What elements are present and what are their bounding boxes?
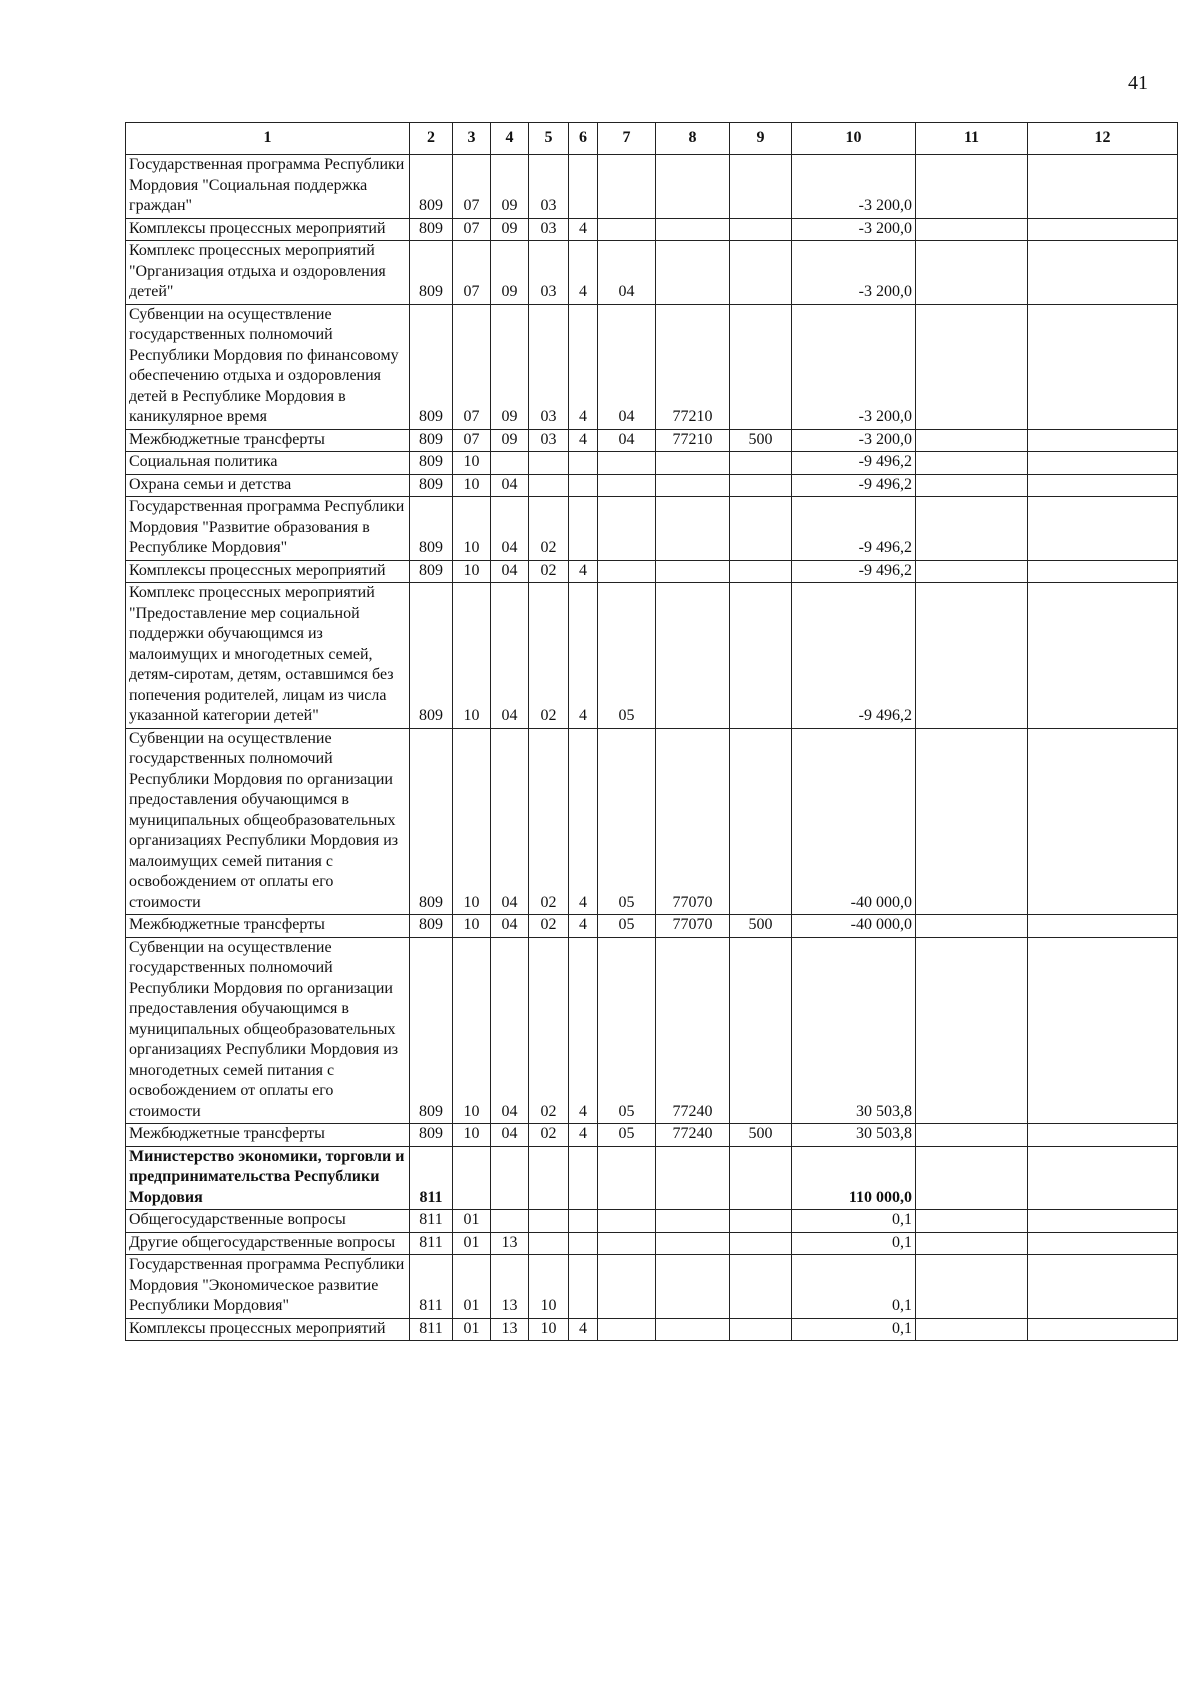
table-row: [126, 241, 1178, 305]
cell-col-2: 809: [410, 497, 453, 561]
cell-col-8: [656, 241, 730, 305]
cell-col-6: [569, 1232, 598, 1255]
row-name-cell: Комплексы процессных мероприятий: [126, 560, 410, 583]
cell-col-9: [730, 218, 792, 241]
cell-col-6: 4: [569, 560, 598, 583]
cell-col-9: 500: [730, 1124, 792, 1147]
row-name-cell: Комплекс процессных мероприятий "Организация отдыха и оздоровления детей": [126, 241, 410, 305]
cell-col-11: [916, 1232, 1028, 1255]
cell-col-3: 10: [453, 583, 491, 729]
cell-col-8: 77210: [656, 304, 730, 429]
cell-col-12: [1028, 1124, 1178, 1147]
cell-col-5: [529, 474, 569, 497]
cell-col-11: [916, 155, 1028, 219]
cell-col-5: 02: [529, 915, 569, 938]
table-row: [126, 155, 1178, 219]
table-row: [126, 1318, 1178, 1341]
cell-col-4: 09: [491, 304, 529, 429]
cell-col-9: [730, 1318, 792, 1341]
column-header-row: [126, 123, 1178, 155]
cell-col-12: [1028, 474, 1178, 497]
cell-col-8: [656, 560, 730, 583]
cell-col-9: 500: [730, 915, 792, 938]
cell-col-4: [491, 452, 529, 475]
row-name-cell: Субвенции на осуществление государственных полномочий Республики Мордовия по организации предоставления обучающимся в муниципальных общеобразовательных организациях Республики Мордовия из многодетных семей питания с освобождением от оплаты его стоимости: [126, 937, 410, 1124]
table-row: [126, 1232, 1178, 1255]
cell-col-7: 05: [598, 915, 656, 938]
row-name-cell: Субвенции на осуществление государственных полномочий Республики Мордовия по организации предоставления обучающимся в муниципальных общеобразовательных организациях Республики Мордовия из малоимущих семей питания с освобождением от оплаты его стоимости: [126, 728, 410, 915]
cell-col-11: [916, 452, 1028, 475]
cell-col-11: [916, 915, 1028, 938]
cell-col-5: 03: [529, 155, 569, 219]
cell-col-6: 4: [569, 937, 598, 1124]
column-header: 7: [598, 123, 656, 155]
cell-col-11: [916, 429, 1028, 452]
cell-col-4: 04: [491, 497, 529, 561]
cell-col-3: 01: [453, 1318, 491, 1341]
cell-col-4: 09: [491, 241, 529, 305]
row-name-cell: Комплексы процессных мероприятий: [126, 218, 410, 241]
cell-col-6: [569, 1210, 598, 1233]
cell-col-12: [1028, 1146, 1178, 1210]
cell-col-6: 4: [569, 429, 598, 452]
cell-col-3: 07: [453, 429, 491, 452]
amount-cell: -40 000,0: [792, 728, 916, 915]
cell-col-5: 02: [529, 1124, 569, 1147]
cell-col-5: 03: [529, 429, 569, 452]
cell-col-4: 04: [491, 474, 529, 497]
table-row: [126, 560, 1178, 583]
cell-col-7: [598, 1255, 656, 1319]
cell-col-5: 02: [529, 937, 569, 1124]
cell-col-11: [916, 474, 1028, 497]
cell-col-11: [916, 304, 1028, 429]
cell-col-11: [916, 728, 1028, 915]
table-row: [126, 304, 1178, 429]
amount-cell: -3 200,0: [792, 155, 916, 219]
cell-col-5: 03: [529, 241, 569, 305]
cell-col-2: 809: [410, 452, 453, 475]
cell-col-8: [656, 1210, 730, 1233]
cell-col-2: 809: [410, 915, 453, 938]
table-row: [126, 474, 1178, 497]
cell-col-12: [1028, 429, 1178, 452]
cell-col-9: [730, 728, 792, 915]
cell-col-6: 4: [569, 1124, 598, 1147]
page-number: 41: [1128, 72, 1148, 94]
cell-col-12: [1028, 304, 1178, 429]
table-body: [126, 155, 1178, 1341]
cell-col-4: 09: [491, 429, 529, 452]
cell-col-8: [656, 1232, 730, 1255]
cell-col-7: 04: [598, 304, 656, 429]
cell-col-11: [916, 937, 1028, 1124]
row-name-cell: Государственная программа Республики Мордовия "Экономическое развитие Республики Мордовия": [126, 1255, 410, 1319]
cell-col-4: [491, 1146, 529, 1210]
cell-col-2: 811: [410, 1210, 453, 1233]
budget-table: [125, 122, 1178, 1341]
cell-col-7: 05: [598, 583, 656, 729]
cell-col-11: [916, 497, 1028, 561]
cell-col-8: 77070: [656, 915, 730, 938]
cell-col-4: 09: [491, 218, 529, 241]
cell-col-8: [656, 497, 730, 561]
cell-col-4: 09: [491, 155, 529, 219]
cell-col-11: [916, 560, 1028, 583]
cell-col-7: [598, 218, 656, 241]
cell-col-3: 01: [453, 1232, 491, 1255]
cell-col-9: [730, 304, 792, 429]
cell-col-6: [569, 474, 598, 497]
cell-col-11: [916, 241, 1028, 305]
cell-col-12: [1028, 583, 1178, 729]
cell-col-6: 4: [569, 1318, 598, 1341]
row-name-cell: Субвенции на осуществление государственных полномочий Республики Мордовия по финансовому обеспечению отдыха и оздоровления детей в Республике Мордовия в каникулярное время: [126, 304, 410, 429]
cell-col-6: 4: [569, 241, 598, 305]
amount-cell: 30 503,8: [792, 1124, 916, 1147]
cell-col-7: [598, 560, 656, 583]
table-row: [126, 1146, 1178, 1210]
cell-col-4: 04: [491, 560, 529, 583]
cell-col-11: [916, 1318, 1028, 1341]
cell-col-3: 10: [453, 1124, 491, 1147]
column-header: 4: [491, 123, 529, 155]
cell-col-8: [656, 474, 730, 497]
cell-col-7: 05: [598, 1124, 656, 1147]
column-header: 10: [792, 123, 916, 155]
table-row: [126, 497, 1178, 561]
table-row: [126, 1210, 1178, 1233]
cell-col-11: [916, 583, 1028, 729]
cell-col-9: [730, 241, 792, 305]
row-name-cell: Общегосударственные вопросы: [126, 1210, 410, 1233]
cell-col-12: [1028, 1318, 1178, 1341]
cell-col-7: 04: [598, 241, 656, 305]
row-name-cell: Комплексы процессных мероприятий: [126, 1318, 410, 1341]
cell-col-9: [730, 155, 792, 219]
cell-col-6: 4: [569, 304, 598, 429]
cell-col-2: 811: [410, 1146, 453, 1210]
cell-col-2: 809: [410, 560, 453, 583]
cell-col-8: [656, 1146, 730, 1210]
column-header: 6: [569, 123, 598, 155]
cell-col-2: 809: [410, 155, 453, 219]
cell-col-4: 04: [491, 937, 529, 1124]
cell-col-5: 02: [529, 560, 569, 583]
cell-col-11: [916, 1255, 1028, 1319]
amount-cell: -3 200,0: [792, 304, 916, 429]
cell-col-4: 04: [491, 1124, 529, 1147]
amount-cell: -9 496,2: [792, 583, 916, 729]
cell-col-11: [916, 218, 1028, 241]
row-name-cell: Министерство экономики, торговли и предпринимательства Республики Мордовия: [126, 1146, 410, 1210]
cell-col-4: 04: [491, 583, 529, 729]
cell-col-2: 809: [410, 304, 453, 429]
cell-col-6: [569, 452, 598, 475]
cell-col-3: 07: [453, 155, 491, 219]
cell-col-6: 4: [569, 583, 598, 729]
table-row: [126, 915, 1178, 938]
cell-col-3: 07: [453, 241, 491, 305]
column-header: 11: [916, 123, 1028, 155]
cell-col-12: [1028, 560, 1178, 583]
cell-col-7: [598, 155, 656, 219]
cell-col-3: 10: [453, 452, 491, 475]
amount-cell: 0,1: [792, 1318, 916, 1341]
cell-col-6: [569, 155, 598, 219]
cell-col-8: [656, 218, 730, 241]
cell-col-7: [598, 1146, 656, 1210]
cell-col-6: 4: [569, 728, 598, 915]
row-name-cell: Государственная программа Республики Мордовия "Развитие образования в Республике Мордовия": [126, 497, 410, 561]
cell-col-7: [598, 1232, 656, 1255]
cell-col-6: 4: [569, 915, 598, 938]
amount-cell: 0,1: [792, 1255, 916, 1319]
cell-col-8: [656, 452, 730, 475]
cell-col-6: [569, 1146, 598, 1210]
cell-col-3: 07: [453, 218, 491, 241]
column-header: 9: [730, 123, 792, 155]
cell-col-6: 4: [569, 218, 598, 241]
cell-col-6: [569, 1255, 598, 1319]
table-row: [126, 218, 1178, 241]
cell-col-9: [730, 452, 792, 475]
cell-col-7: 04: [598, 429, 656, 452]
row-name-cell: Государственная программа Республики Мордовия "Социальная поддержка граждан": [126, 155, 410, 219]
amount-cell: -9 496,2: [792, 560, 916, 583]
amount-cell: 110 000,0: [792, 1146, 916, 1210]
column-header: 1: [126, 123, 410, 155]
cell-col-4: 13: [491, 1255, 529, 1319]
cell-col-7: [598, 474, 656, 497]
cell-col-3: 10: [453, 937, 491, 1124]
cell-col-11: [916, 1210, 1028, 1233]
cell-col-8: 77210: [656, 429, 730, 452]
amount-cell: -3 200,0: [792, 429, 916, 452]
cell-col-12: [1028, 1210, 1178, 1233]
row-name-cell: Социальная политика: [126, 452, 410, 475]
cell-col-5: 10: [529, 1255, 569, 1319]
cell-col-4: [491, 1210, 529, 1233]
cell-col-5: 10: [529, 1318, 569, 1341]
amount-cell: -9 496,2: [792, 452, 916, 475]
amount-cell: -40 000,0: [792, 915, 916, 938]
cell-col-2: 811: [410, 1232, 453, 1255]
cell-col-12: [1028, 218, 1178, 241]
table-row: [126, 1124, 1178, 1147]
cell-col-2: 809: [410, 728, 453, 915]
cell-col-2: 811: [410, 1318, 453, 1341]
table-row: [126, 728, 1178, 915]
cell-col-9: [730, 1210, 792, 1233]
cell-col-2: 809: [410, 218, 453, 241]
cell-col-5: 02: [529, 497, 569, 561]
cell-col-8: [656, 583, 730, 729]
amount-cell: -3 200,0: [792, 218, 916, 241]
cell-col-9: [730, 1146, 792, 1210]
table-row: [126, 452, 1178, 475]
cell-col-8: [656, 1318, 730, 1341]
cell-col-12: [1028, 1232, 1178, 1255]
cell-col-11: [916, 1146, 1028, 1210]
column-header: 8: [656, 123, 730, 155]
cell-col-3: 10: [453, 474, 491, 497]
column-header: 3: [453, 123, 491, 155]
cell-col-5: 02: [529, 583, 569, 729]
cell-col-3: 01: [453, 1210, 491, 1233]
column-header: 2: [410, 123, 453, 155]
cell-col-7: 05: [598, 728, 656, 915]
cell-col-8: [656, 1255, 730, 1319]
cell-col-3: 01: [453, 1255, 491, 1319]
table-row: [126, 937, 1178, 1124]
cell-col-7: [598, 1210, 656, 1233]
cell-col-12: [1028, 1255, 1178, 1319]
cell-col-6: [569, 497, 598, 561]
cell-col-9: [730, 1255, 792, 1319]
row-name-cell: Другие общегосударственные вопросы: [126, 1232, 410, 1255]
cell-col-5: 03: [529, 218, 569, 241]
table-row: [126, 1255, 1178, 1319]
amount-cell: -9 496,2: [792, 474, 916, 497]
table-row: [126, 429, 1178, 452]
cell-col-5: [529, 1232, 569, 1255]
cell-col-3: 10: [453, 497, 491, 561]
cell-col-3: 07: [453, 304, 491, 429]
cell-col-2: 809: [410, 429, 453, 452]
table-row: [126, 583, 1178, 729]
row-name-cell: Охрана семьи и детства: [126, 474, 410, 497]
cell-col-11: [916, 1124, 1028, 1147]
cell-col-5: [529, 1210, 569, 1233]
cell-col-9: [730, 583, 792, 729]
row-name-cell: Межбюджетные трансферты: [126, 429, 410, 452]
cell-col-8: [656, 155, 730, 219]
row-name-cell: Межбюджетные трансферты: [126, 1124, 410, 1147]
cell-col-2: 809: [410, 474, 453, 497]
cell-col-8: 77240: [656, 1124, 730, 1147]
cell-col-7: 05: [598, 937, 656, 1124]
cell-col-12: [1028, 937, 1178, 1124]
cell-col-4: 13: [491, 1318, 529, 1341]
cell-col-4: 13: [491, 1232, 529, 1255]
cell-col-12: [1028, 915, 1178, 938]
cell-col-12: [1028, 452, 1178, 475]
cell-col-12: [1028, 497, 1178, 561]
column-header: 5: [529, 123, 569, 155]
cell-col-4: 04: [491, 915, 529, 938]
cell-col-9: 500: [730, 429, 792, 452]
cell-col-9: [730, 560, 792, 583]
cell-col-3: 10: [453, 915, 491, 938]
cell-col-5: 02: [529, 728, 569, 915]
cell-col-8: 77070: [656, 728, 730, 915]
amount-cell: -3 200,0: [792, 241, 916, 305]
cell-col-3: 10: [453, 560, 491, 583]
cell-col-2: 809: [410, 241, 453, 305]
cell-col-7: [598, 1318, 656, 1341]
cell-col-5: 03: [529, 304, 569, 429]
cell-col-9: [730, 497, 792, 561]
cell-col-12: [1028, 728, 1178, 915]
cell-col-7: [598, 497, 656, 561]
cell-col-2: 809: [410, 583, 453, 729]
cell-col-7: [598, 452, 656, 475]
cell-col-9: [730, 1232, 792, 1255]
amount-cell: -9 496,2: [792, 497, 916, 561]
cell-col-9: [730, 937, 792, 1124]
cell-col-3: 10: [453, 728, 491, 915]
cell-col-2: 811: [410, 1255, 453, 1319]
cell-col-8: 77240: [656, 937, 730, 1124]
column-header: 12: [1028, 123, 1178, 155]
cell-col-3: [453, 1146, 491, 1210]
cell-col-2: 809: [410, 937, 453, 1124]
row-name-cell: Межбюджетные трансферты: [126, 915, 410, 938]
cell-col-12: [1028, 155, 1178, 219]
amount-cell: 0,1: [792, 1232, 916, 1255]
amount-cell: 30 503,8: [792, 937, 916, 1124]
cell-col-9: [730, 474, 792, 497]
cell-col-4: 04: [491, 728, 529, 915]
cell-col-12: [1028, 241, 1178, 305]
row-name-cell: Комплекс процессных мероприятий "Предоставление мер социальной поддержки обучающимся из малоимущих и многодетных семей, детям-сиротам, детям, оставшимся без попечения родителей, лицам из числа указанной категории детей": [126, 583, 410, 729]
amount-cell: 0,1: [792, 1210, 916, 1233]
cell-col-5: [529, 1146, 569, 1210]
cell-col-5: [529, 452, 569, 475]
cell-col-2: 809: [410, 1124, 453, 1147]
